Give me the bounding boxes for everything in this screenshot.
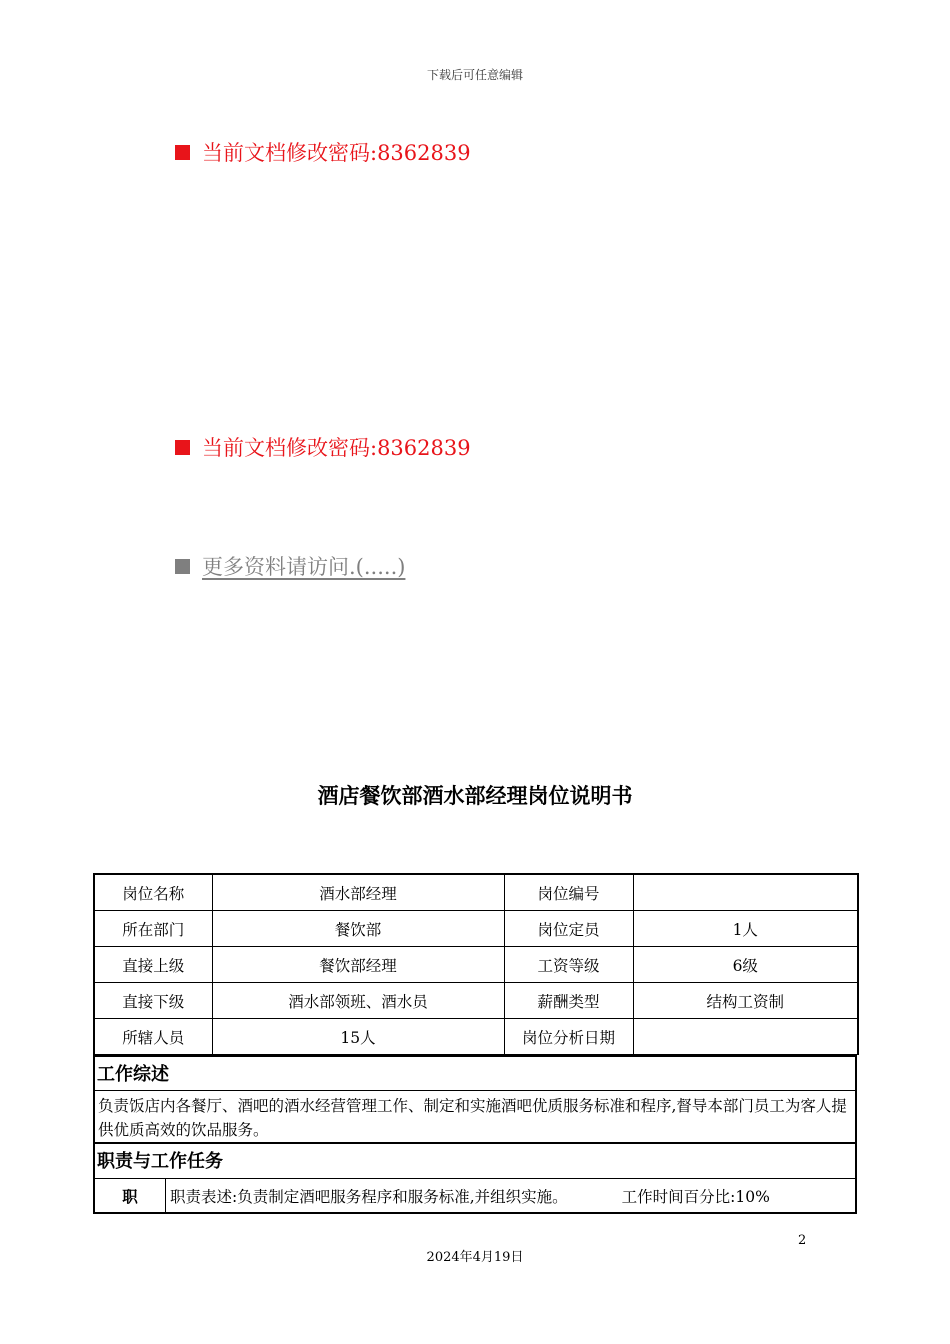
table-cell-value: 酒水部领班、酒水员 [212,983,504,1019]
table-row [94,983,858,1019]
table-cell-value [633,1019,858,1055]
password-notice [175,432,471,462]
table-cell-label: 岗位编号 [504,874,633,911]
more-info-link[interactable] [175,551,405,581]
duty-time-percentage: 工作时间百分比:10% [621,1187,770,1206]
table-cell-label: 工资等级 [504,947,633,983]
table-row [94,911,858,947]
table-cell-value: 15人 [212,1019,504,1055]
red-square-bullet-icon [175,440,190,455]
header-note: 下载后可任意编辑 [426,68,523,82]
table-cell-value: 酒水部经理 [212,874,504,911]
position-info-table [93,873,859,1055]
duties-heading: 职责与工作任务 [93,1142,857,1178]
table-cell-label: 所辖人员 [94,1019,212,1055]
duty-label: 职 [95,1179,166,1212]
table-cell-value: 6级 [633,947,858,983]
red-square-bullet-icon [175,145,190,160]
table-cell-value: 1人 [633,911,858,947]
page-number: 2 [798,1233,807,1248]
summary-text: 负责饭店内各餐厅、酒吧的酒水经营管理工作、制定和实施酒吧优质服务标准和程序,督导本部门员工为客人提供优质高效的饮品服务。 [93,1090,857,1142]
table-cell-label: 岗位分析日期 [504,1019,633,1055]
password-notice [175,137,471,167]
gray-square-bullet-icon [175,559,190,574]
table-cell-label: 岗位定员 [504,911,633,947]
password-notice-text: 当前文档修改密码:8362839 [202,141,471,165]
table-row [94,1019,858,1055]
table-cell-label: 所在部门 [94,911,212,947]
table-cell-value: 餐饮部经理 [212,947,504,983]
duty-statement: 职责表述:负责制定酒吧服务程序和服务标准,并组织实施。 [170,1187,568,1206]
table-cell-label: 薪酬类型 [504,983,633,1019]
summary-heading: 工作综述 [93,1055,857,1090]
document-title: 酒店餐饮部酒水部经理岗位说明书 [317,783,633,808]
duty-content [166,1179,855,1212]
table-cell-value: 餐饮部 [212,911,504,947]
password-notice-text: 当前文档修改密码:8362839 [202,436,471,460]
table-cell-label: 岗位名称 [94,874,212,911]
more-info-link-text[interactable]: 更多资料请访问.(.....) [202,555,406,579]
table-cell-value [633,874,858,911]
table-row [94,874,858,911]
table-cell-value: 结构工资制 [633,983,858,1019]
footer-date: 2024年4月19日 [426,1250,524,1265]
table-cell-label: 直接上级 [94,947,212,983]
duty-row [93,1178,857,1214]
table-cell-label: 直接下级 [94,983,212,1019]
table-row [94,947,858,983]
